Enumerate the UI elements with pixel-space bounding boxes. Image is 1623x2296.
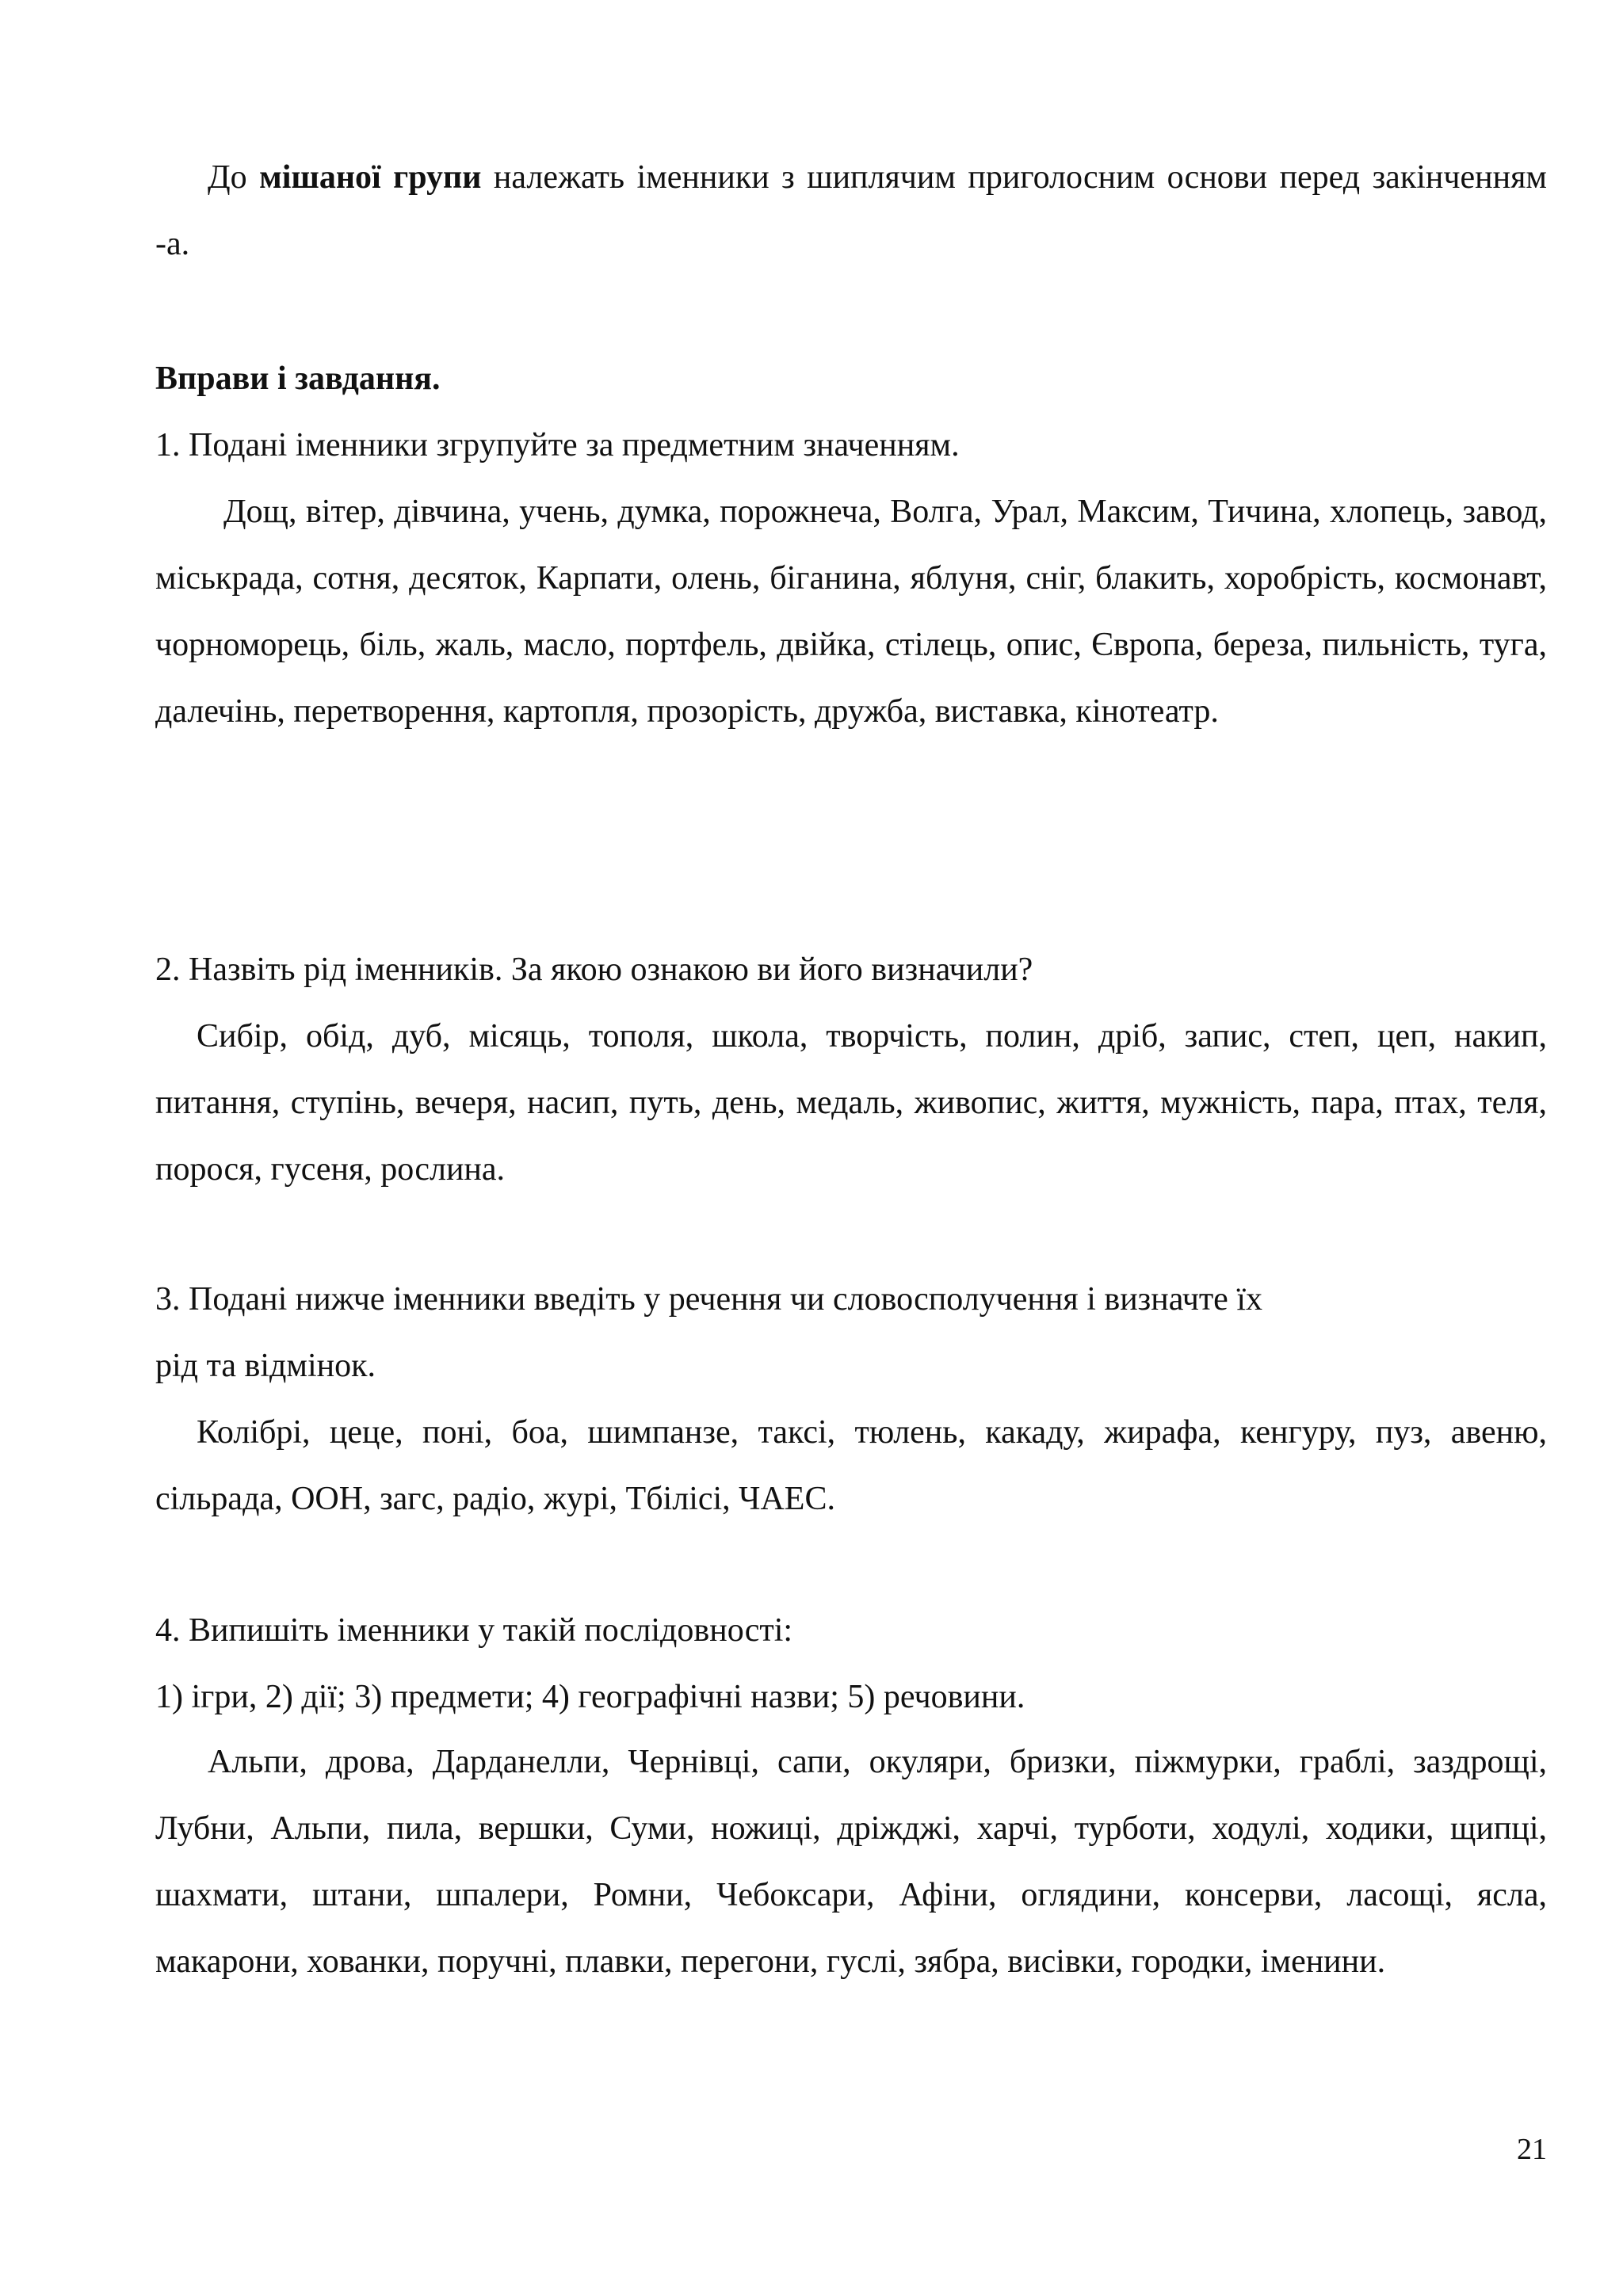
exercise-1-words: Дощ, вітер, дівчина, учень, думка, порожнеча, Волга, Урал, Максим, Тичина, хлопець, завод, міськрада, сотня, десяток, Карпати, олень, біганина, яблуня, сніг, блакить, хоробрість, космонавт, чорноморець, біль, жаль, масло, портфель, двійка, стілець, опис, Європа, береза, пильність, туга, далечінь, перетворення, картопля, прозорість, дружба, виставка, кінотеатр. (155, 494, 1547, 730)
exercise-4-order: 1) ігри, 2) дії; 3) предмети; 4) географічні назви; 5) речовини. (155, 1679, 1025, 1715)
exercise-2-words: Сибір, обід, дуб, місяць, тополя, школа, творчість, полин, дріб, запис, степ, цеп, накип, питання, ступінь, вечеря, насип, путь, день, медаль, живопис, життя, мужність, пара, птах, теля, порося, гусеня, рослина. (155, 1018, 1547, 1188)
exercise-4-words: Альпи, дрова, Дарданелли, Чернівці, сапи, окуляри, бризки, піжмурки, граблі, заздрощі, Лубни, Альпи, пила, вершки, Суми, ножиці, дріжджі, харчі, турботи, ходулі, ходики, щипці, шахмати, штани, шпалери, Ромни, Чебоксари, Афіни, оглядини, консерви, ласощі, ясла, макарони, хованки, поручні, плавки, перегони, гуслі, зябра, висівки, городки, іменини. (155, 1744, 1547, 1980)
exercise-3-words: Колібрі, цеце, поні, боа, шимпанзе, таксі, тюлень, какаду, жирафа, кенгуру, пуз, авеню, сільрада, ООН, загс, радіо, журі, Тбілісі, ЧАЕС. (155, 1414, 1547, 1517)
exercise-3-task-line2: рід та відмінок. (155, 1348, 376, 1384)
section-title: Вправи і завдання. (155, 360, 441, 397)
intro-paragraph (155, 144, 1547, 277)
intro-text-before: До (208, 159, 260, 196)
intro-text-after: належать іменники з шиплячим приголосним основи перед закінченням -а. (155, 159, 1547, 262)
intro-bold-term: мішаної групи (259, 159, 482, 196)
exercise-4-task: 4. Випишіть іменники у такій послідовності: (155, 1612, 793, 1649)
exercise-3-task-line1: 3. Подані нижче іменники введіть у речення чи словосполучення і визначте їх (155, 1281, 1262, 1318)
exercise-2-task: 2. Назвіть рід іменників. За якою ознакою ви його визначили? (155, 952, 1033, 988)
page-number: 21 (1517, 2133, 1547, 2166)
exercise-1-task: 1. Подані іменники згрупуйте за предметним значенням. (155, 427, 960, 463)
